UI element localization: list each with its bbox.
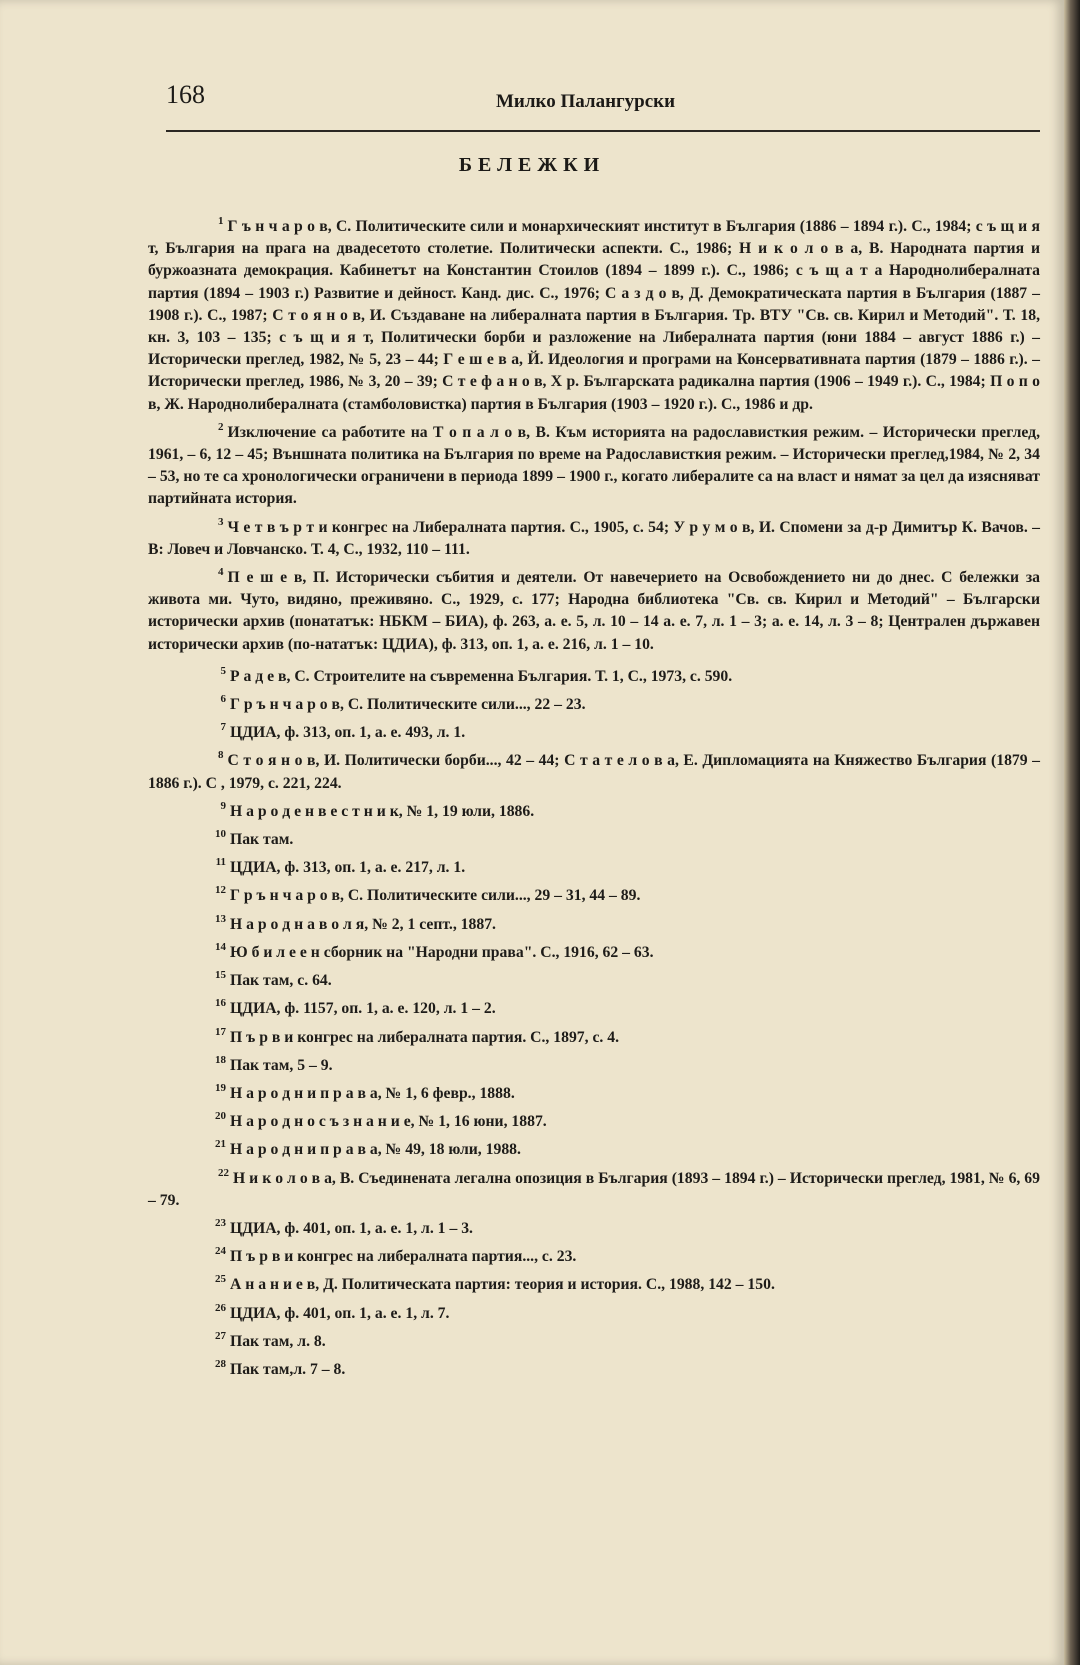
note-number: 9 — [220, 799, 226, 812]
note-number: 21 — [215, 1138, 226, 1151]
note-item — [148, 1162, 1040, 1212]
note-text: Пак там, 5 – 9. — [230, 1056, 333, 1074]
note-text: Г р ъ н ч а р о в, С. Политическите сили..., 22 – 23. — [230, 696, 586, 714]
note-item — [148, 1297, 1040, 1325]
note-text: Изключение са работите на Т о п а л о в, В. Към историята на радослависткия режим. – Исторически преглед, 1961, – 6, 12 – 45; Външната политика на България по време на Радослависткия режим. – Исторически преглед,1984, № 2, 34 – 53, но те са хронологически ограничени в периода 1899 – 1900 г., когато либералите са на власт и нямат за цел да изясняват партийната история. — [148, 423, 1040, 508]
note-text: Н а р о д н и п р а в а, № 49, 18 юли, 1988. — [230, 1141, 521, 1159]
note-text: П ъ р в и конгрес на либералната партия..., с. 23. — [230, 1248, 577, 1266]
note-item — [148, 1212, 1040, 1240]
note-item — [148, 1353, 1040, 1381]
note-number: 7 — [220, 721, 226, 734]
note-text: Пак там, с. 64. — [230, 972, 332, 990]
note-item — [148, 1077, 1040, 1105]
note-number: 1 — [218, 215, 224, 227]
section-title: БЕЛЕЖКИ — [458, 154, 606, 176]
note-item — [148, 964, 1040, 992]
note-text: Р а д е в, С. Строителите на съвременна България. Т. 1, С., 1973, с. 590. — [230, 667, 733, 685]
note-item — [148, 561, 1040, 656]
note-text: Г ъ н ч а р о в, С. Политическите сили и монархическият институт в България (1886 – 1894 г.). С., 1984; с ъ щ и я т, България на прага на двадесетото столетие. Политически аспекти. С., 1986; Н и к о л о в а, В. Народната партия и буржоазната демокрация. Кабинетът на Константин Стоилов (1894 – 1899 г.). С., 1986; с ъ щ а т а Народнолибералната партия (1894 – 1903 г.) Развитие и дейност. Канд. дис. С., 1976; С а з д о в, Д. Демократическата партия в България (1887 – 1908 г.). С., 1987; С т о я н о в, И. Създаване на либералната партия в България. Тр. ВТУ "Св. св. Кирил и Методий". Т. 18, кн. 3, 103 – 135; с ъ щ и я т, Политически борби и разложение на Либералната партия (юни 1884 – август 1886 г.) – Исторически преглед, 1982, № 5, 23 – 44; Г е ш е в а, Й. Идеология и програми на Консервативната партия (1879 – 1886 г.). – Исторически преглед, 1986, № 3, 20 – 39; С т е ф а н о в, Х р. Българската радикална партия (1906 – 1949 г.). С., 1984; П о п о в, Ж. Народнолибералната (стамболовистка) партия в България (1903 – 1920 г.). С., 1986 и др. — [148, 218, 1040, 413]
note-number: 3 — [218, 515, 224, 528]
note-item — [148, 992, 1040, 1020]
note-text: Пак там,л. 7 – 8. — [230, 1360, 346, 1378]
page-header — [166, 76, 1040, 132]
note-text: ЦДИА, ф. 401, оп. 1, а. е. 1, л. 1 – 3. — [230, 1219, 473, 1237]
note-number: 2 — [218, 420, 224, 433]
note-item — [148, 1325, 1040, 1353]
note-item — [148, 1240, 1040, 1268]
note-item — [148, 1105, 1040, 1133]
note-number: 27 — [215, 1329, 226, 1342]
note-number: 5 — [220, 664, 226, 677]
note-item — [148, 908, 1040, 936]
note-number: 19 — [215, 1081, 226, 1094]
note-item — [148, 795, 1040, 823]
book-spine-shadow — [1064, 0, 1080, 1665]
note-item — [148, 511, 1040, 561]
page-number: 168 — [166, 80, 205, 109]
note-item — [148, 823, 1040, 851]
note-text: Н а р о д е н в е с т н и к, № 1, 19 юли, 1886. — [230, 802, 535, 820]
note-number: 4 — [218, 566, 224, 579]
note-text: ЦДИА, ф. 1157, оп. 1, а. е. 120, л. 1 – 2. — [230, 1000, 496, 1018]
note-text: Н а р о д н а в о л я, № 2, 1 септ., 1887. — [230, 915, 496, 933]
note-item — [148, 879, 1040, 907]
note-text: ЦДИА, ф. 313, оп. 1, а. е. 217, л. 1. — [230, 859, 466, 877]
note-text: Пак там. — [230, 831, 294, 849]
note-number: 6 — [220, 693, 226, 706]
note-number: 14 — [215, 940, 226, 953]
note-number: 22 — [218, 1166, 229, 1179]
notes-list — [148, 210, 1040, 1381]
note-text: Н а р о д н о с ъ з н а н и е, № 1, 16 юни, 1887. — [230, 1113, 547, 1131]
note-text: Н а р о д н и п р а в а, № 1, 6 февр., 1888. — [230, 1084, 515, 1102]
note-text: Пак там, л. 8. — [230, 1332, 326, 1350]
note-number: 13 — [215, 912, 226, 925]
note-text: П ъ р в и конгрес на либералната партия. С., 1897, с. 4. — [230, 1028, 620, 1046]
note-text: Н и к о л о в а, В. Съединената легална опозиция в България (1893 – 1894 г.) – Исторически преглед, 1981, № 6, 69 – 79. — [148, 1169, 1040, 1209]
note-item — [148, 1049, 1040, 1077]
note-number: 8 — [218, 749, 224, 762]
note-item — [148, 660, 1040, 688]
note-number: 10 — [215, 828, 226, 841]
note-number: 16 — [215, 997, 226, 1010]
note-item — [148, 688, 1040, 716]
note-number: 26 — [215, 1301, 226, 1314]
note-number: 23 — [215, 1216, 226, 1229]
note-number: 25 — [215, 1273, 226, 1286]
note-item — [148, 1268, 1040, 1296]
note-number: 24 — [215, 1245, 226, 1258]
note-item — [148, 851, 1040, 879]
note-item — [148, 936, 1040, 964]
note-number: 11 — [215, 856, 226, 869]
note-text: С т о я н о в, И. Политически борби..., 42 – 44; С т а т е л о в а, Е. Дипломацията на Княжество България (1879 – 1886 г.). С , 1979, с. 221, 224. — [148, 752, 1040, 792]
note-item — [148, 1133, 1040, 1161]
note-text: Г р ъ н ч а р о в, С. Политическите сили..., 29 – 31, 44 – 89. — [230, 887, 641, 905]
note-number: 17 — [215, 1025, 226, 1038]
note-number: 20 — [215, 1110, 226, 1123]
note-text: Ю б и л е е н сборник на "Народни права". С., 1916, 62 – 63. — [230, 943, 654, 961]
note-number: 15 — [215, 969, 226, 982]
header-rule — [166, 130, 1040, 132]
note-item — [148, 416, 1040, 511]
running-head: Милко Палангурски — [496, 91, 676, 112]
note-text: А н а н и е в, Д. Политическата партия: теория и история. С., 1988, 142 – 150. — [230, 1276, 775, 1294]
note-text: Ч е т в ъ р т и конгрес на Либералната партия. С., 1905, с. 54; У р у м о в, И. Спомени за д-р Димитър К. Вачов. – В: Ловеч и Ловчанско. Т. 4, С., 1932, 110 – 111. — [148, 518, 1040, 558]
note-number: 18 — [215, 1053, 226, 1066]
note-item — [148, 1021, 1040, 1049]
note-number: 12 — [215, 884, 226, 897]
note-text: П е ш е в, П. Исторически събития и деятели. От навечерието на Освобождението ни до днес. С бележки за живота ми. Чуто, видяно, преживяно. С., 1929, с. 177; Народна библиотека "Св. св. Кирил и Методий" – Български исторически архив (понататък: НБКМ – БИА), ф. 263, а. е. 5, л. 10 – 14 а. е. 7, л. 1 – 3; а. е. 14, л. 3 – 8; Централен държавен исторически архив (по-нататък: ЦДИА), ф. 313, оп. 1, а. е. 216, л. 1 – 10. — [148, 569, 1040, 653]
note-text: ЦДИА, ф. 313, оп. 1, а. е. 493, л. 1. — [230, 724, 466, 742]
note-item — [148, 716, 1040, 744]
note-text: ЦДИА, ф. 401, оп. 1, а. е. 1, л. 7. — [230, 1304, 450, 1322]
note-item — [148, 210, 1040, 416]
note-number: 28 — [215, 1357, 226, 1370]
note-item — [148, 744, 1040, 794]
